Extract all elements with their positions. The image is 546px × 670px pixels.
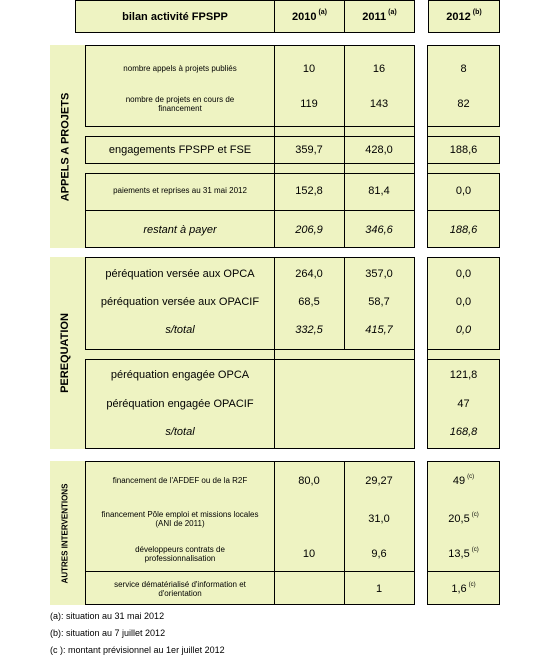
- appels-row-1-2012: 8: [460, 63, 467, 75]
- pereq-row-4-label: péréquation engagée OPCA: [110, 368, 250, 381]
- pereq-row-1-2011: 357,0: [365, 268, 393, 280]
- appels-section-label: APPELS A PROJETS: [59, 92, 72, 201]
- pereq-row-1-2012: 0,0: [455, 268, 472, 280]
- appels-row-3-2011: 428,0: [365, 144, 393, 156]
- pereq-row-5-2012: 47: [457, 398, 470, 410]
- appels-side-label: [50, 45, 80, 248]
- autres-row-4-2011: 1: [375, 583, 383, 595]
- pereq-row-2-2010: 68,5: [298, 296, 320, 308]
- pereq-row-1-2010: 264,0: [295, 268, 323, 280]
- autres-row-1-label: financement de l'AFDEF ou de la R2F: [112, 476, 248, 486]
- autres-row-1-2012: 49: [452, 475, 466, 487]
- appels-row-4-2010: 152,8: [295, 185, 323, 197]
- pereq-row-2-label: péréquation versée aux OPACIF: [100, 295, 260, 308]
- autres-row-3-2012: 13,5: [448, 548, 470, 560]
- appels-row-3-2012: 188,6: [449, 144, 478, 156]
- autres-row-2-label: financement Pôle emploi et missions locales (ANI de 2011): [101, 509, 259, 528]
- header-2010: 2010: [291, 10, 317, 23]
- appels-row-4-2011: 81,4: [368, 185, 390, 197]
- autres-row-1-2012-note: (c): [467, 474, 475, 480]
- appels-row-3-2010: 359,7: [295, 144, 323, 156]
- pereq-row-3-2010: 332,5: [295, 324, 323, 336]
- appels-row-5-2012: 188,6: [449, 224, 478, 236]
- appels-row-5-label: restant à payer: [143, 223, 217, 236]
- appels-divider: [85, 210, 500, 211]
- autres-row-3-label: développeurs contrats de professionnalisation: [135, 544, 225, 563]
- autres-row-3-2010: 10: [302, 548, 316, 560]
- appels-row-1-label: nombre appels à projets publiés: [123, 64, 237, 74]
- appels-row-3-label: engagements FPSPP et FSE: [108, 143, 252, 156]
- header-title-cell: [75, 0, 275, 33]
- autres-divider: [85, 571, 500, 572]
- autres-row-2-2012-cell: [427, 505, 500, 533]
- pereq-row-6-label: s/total: [165, 425, 195, 438]
- appels-row-5-2010: 206,9: [295, 224, 323, 236]
- autres-section-label: AUTRES INTERVENTIONS: [60, 483, 70, 583]
- pereq-row-2-2012: 0,0: [455, 296, 472, 308]
- appels-row-2-2012: 82: [457, 98, 470, 110]
- appels-row-4-2012: 0,0: [455, 185, 472, 197]
- autres-row-2-2011: 31,0: [368, 513, 390, 525]
- pereq-row-2-2011: 58,7: [368, 296, 390, 308]
- pereq-row-5-label: péréquation engagée OPACIF: [106, 397, 254, 410]
- header-2011-note: (a): [388, 9, 397, 16]
- appels-row-5-2011: 346,6: [365, 224, 393, 236]
- autres-row-1-2011: 29,27: [365, 475, 393, 487]
- autres-row-3-2012-cell: [427, 540, 500, 568]
- pereq-row-3-label: s/total: [165, 323, 195, 336]
- pereq-row-4-2012: 121,8: [449, 369, 478, 381]
- autres-row-2-2012-note: (c): [471, 512, 479, 518]
- autres-row-4-2012-note: (c): [468, 582, 476, 588]
- footnote-a: (a): situation au 31 mai 2012: [50, 611, 165, 621]
- header-2012: 2012: [446, 10, 471, 23]
- autres-row-1-2012-cell: [427, 470, 500, 492]
- pereq-row-3-2011: 415,7: [365, 324, 393, 336]
- autres-row-2-2012: 20,5: [448, 513, 470, 525]
- autres-row-4-2012-cell: [427, 575, 500, 603]
- appels-row-2-2011: 143: [369, 98, 389, 110]
- footnote-c: (c ): montant prévisionnel au 1er juillet 2012: [50, 645, 225, 655]
- header-2011-cell: [344, 0, 415, 33]
- header-2012-cell: [428, 0, 500, 33]
- autres-row-3-2012-note: (c): [471, 547, 479, 553]
- pereq-gap-col: [415, 257, 427, 449]
- autres-row-4-2012: 1,6: [451, 583, 467, 595]
- appels-row-2-label: nombre de projets en cours de financement: [125, 94, 235, 113]
- appels-row-4-label: paiements et reprises au 31 mai 2012: [113, 186, 247, 196]
- pereq-row-6-2012: 168,8: [449, 426, 478, 438]
- pereq-row-1-label: péréquation versée aux OPCA: [105, 267, 255, 280]
- header-2011: 2011: [362, 10, 387, 23]
- appels-gap-col: [415, 45, 427, 248]
- autres-side-label: [50, 461, 80, 605]
- autres-row-4-label: service dématérialisé d'information et d'orientation: [114, 579, 246, 598]
- footnote-b: (b): situation au 7 juillet 2012: [50, 628, 166, 638]
- perequation-side-label: [50, 257, 80, 449]
- perequation-section-label: PEREQUATION: [59, 313, 72, 393]
- header-2010-note: (a): [318, 9, 328, 16]
- autres-gap-col: [415, 461, 427, 605]
- autres-row-1-2010: 80,0: [298, 475, 320, 487]
- appels-row-1-2010: 10: [302, 63, 316, 75]
- appels-row-2-2010: 119: [300, 98, 318, 110]
- header-title: bilan activité FPSPP: [122, 10, 228, 23]
- autres-row-3-2011: 9,6: [371, 548, 387, 560]
- pereq-row-3-2012: 0,0: [455, 324, 472, 336]
- header-2012-note: (b): [472, 9, 482, 16]
- header-2010-cell: [274, 0, 345, 33]
- appels-row-1-2011: 16: [372, 63, 386, 75]
